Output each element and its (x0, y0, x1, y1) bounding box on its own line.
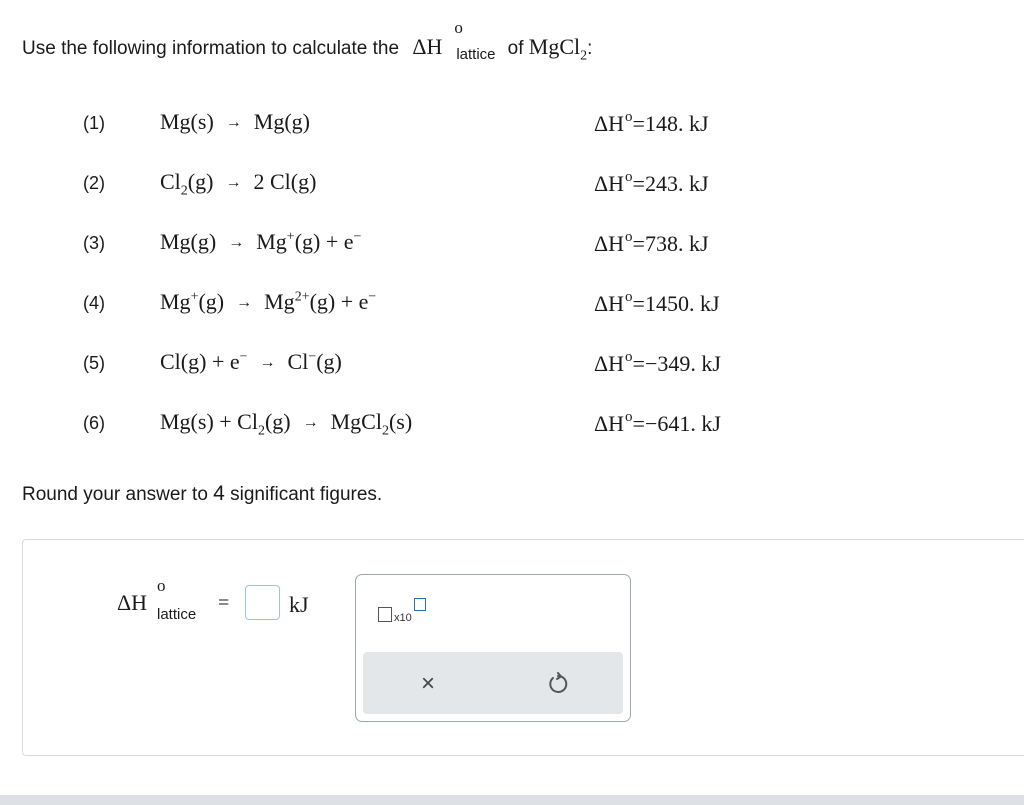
reactant: Mg (160, 289, 191, 314)
reaction-equation (160, 229, 361, 255)
bottom-scroll-bar (0, 795, 1024, 805)
reactant-state: (g) (264, 409, 291, 434)
question-colon: : (587, 38, 593, 59)
question-prefix: Use the following information to calculate the (22, 38, 400, 59)
reaction-row-5 (0, 345, 1024, 385)
reactant: Mg(s) + Cl (160, 409, 258, 434)
reactant: Cl (160, 169, 181, 194)
reactant-state: (g) (198, 289, 225, 314)
answer-input[interactable] (245, 585, 280, 620)
charge: + (286, 229, 295, 245)
answer-label (117, 576, 197, 623)
delta-h-symbol: ΔH (594, 411, 625, 436)
reaction-row-2 (0, 165, 1024, 205)
compound-subscript: 2 (580, 48, 588, 64)
charge: − (368, 289, 377, 305)
enthalpy-number: =738. kJ (632, 231, 709, 256)
delta-h-symbol: ΔH (594, 111, 625, 136)
reactant-state: (g) (187, 169, 214, 194)
enthalpy-number: =1450. kJ (632, 291, 720, 316)
enthalpy-number: =148. kJ (632, 111, 709, 136)
product-state: (g) + e (294, 229, 354, 254)
question-text (22, 18, 593, 64)
arrow-icon: → (225, 114, 242, 131)
arrow-icon: → (236, 294, 253, 311)
delta-h-symbol: ΔH (594, 291, 625, 316)
product-state: (g) + e (309, 289, 369, 314)
degree-symbol: o (454, 18, 463, 37)
charge: − (308, 349, 317, 365)
delta-h-symbol: ΔH (594, 231, 625, 256)
reaction-number: (2) (83, 173, 105, 193)
enthalpy-value (594, 289, 720, 317)
subscript: 2 (180, 183, 188, 199)
reaction-equation (160, 289, 376, 315)
toolbox-action-bar (363, 652, 623, 714)
product-state: (g) (316, 349, 342, 374)
lattice-subscript: lattice (157, 606, 197, 623)
product: Cl (287, 349, 309, 374)
reaction-number: (5) (83, 353, 105, 373)
degree-symbol: o (625, 169, 633, 185)
degree-symbol: o (625, 229, 633, 245)
reaction-row-3 (0, 225, 1024, 265)
arrow-icon: → (302, 414, 319, 431)
base-box-icon (378, 607, 392, 622)
reactant: Mg(g) (160, 229, 217, 254)
arrow-icon: → (228, 234, 245, 251)
arrow-icon: → (225, 174, 242, 191)
enthalpy-value (594, 169, 709, 197)
degree-symbol: o (157, 576, 166, 595)
reaction-number: (6) (83, 413, 105, 433)
enthalpy-value (594, 109, 709, 137)
degree-symbol: o (625, 109, 633, 125)
question-of: of (507, 38, 524, 59)
answer-unit: kJ (289, 592, 309, 617)
reaction-equation (160, 349, 342, 375)
charge: − (239, 349, 248, 365)
reaction-equation (160, 109, 310, 135)
reactant: Cl(g) + e (160, 349, 240, 374)
x10-label: x10 (394, 612, 412, 624)
degree-symbol: o (625, 409, 633, 425)
degree-symbol: o (625, 289, 633, 305)
degree-symbol: o (625, 349, 633, 365)
reaction-number: (1) (83, 113, 105, 133)
subscript: 2 (257, 423, 265, 439)
charge: 2+ (294, 289, 310, 305)
undo-icon[interactable] (546, 672, 570, 696)
reactant: Mg(s) (160, 109, 214, 134)
charge: − (353, 229, 362, 245)
enthalpy-value (594, 349, 721, 377)
delta-h-symbol: ΔH (594, 171, 625, 196)
rounding-instruction (22, 482, 382, 506)
exponent-box-icon (414, 598, 426, 611)
delta-h-symbol: ΔH (412, 34, 443, 59)
compound-main: MgCl (528, 34, 581, 59)
product: Mg(g) (253, 109, 310, 134)
round-suffix: significant figures. (230, 484, 383, 505)
lattice-subscript: lattice (456, 46, 496, 63)
product-state: (s) (388, 409, 413, 434)
charge: + (190, 289, 199, 305)
sig-fig-count: 4 (213, 482, 225, 505)
reaction-number: (4) (83, 293, 105, 313)
round-prefix: Round your answer to (22, 484, 208, 505)
compound-formula (528, 34, 588, 64)
reaction-equation (160, 169, 316, 199)
enthalpy-number: =243. kJ (632, 171, 709, 196)
close-icon[interactable]: × (420, 670, 435, 697)
undo-icon-graphic (546, 672, 570, 696)
product: Mg (264, 289, 295, 314)
delta-h-symbol: ΔH (117, 590, 148, 615)
enthalpy-number: =−641. kJ (632, 411, 721, 436)
scientific-notation-button[interactable] (378, 598, 434, 628)
reaction-equation (160, 409, 412, 439)
equals-sign: = (218, 592, 230, 614)
product: MgCl (330, 409, 382, 434)
enthalpy-value (594, 229, 709, 257)
reaction-number: (3) (83, 233, 105, 253)
enthalpy-value (594, 409, 721, 437)
delta-h-symbol: ΔH (594, 351, 625, 376)
reaction-row-4 (0, 285, 1024, 325)
product: Mg (256, 229, 287, 254)
delta-h-lattice (412, 18, 496, 63)
reaction-row-6 (0, 405, 1024, 445)
enthalpy-number: =−349. kJ (632, 351, 721, 376)
subscript: 2 (381, 423, 389, 439)
product: 2 Cl(g) (253, 169, 317, 194)
arrow-icon: → (259, 354, 276, 371)
reaction-row-1 (0, 105, 1024, 145)
